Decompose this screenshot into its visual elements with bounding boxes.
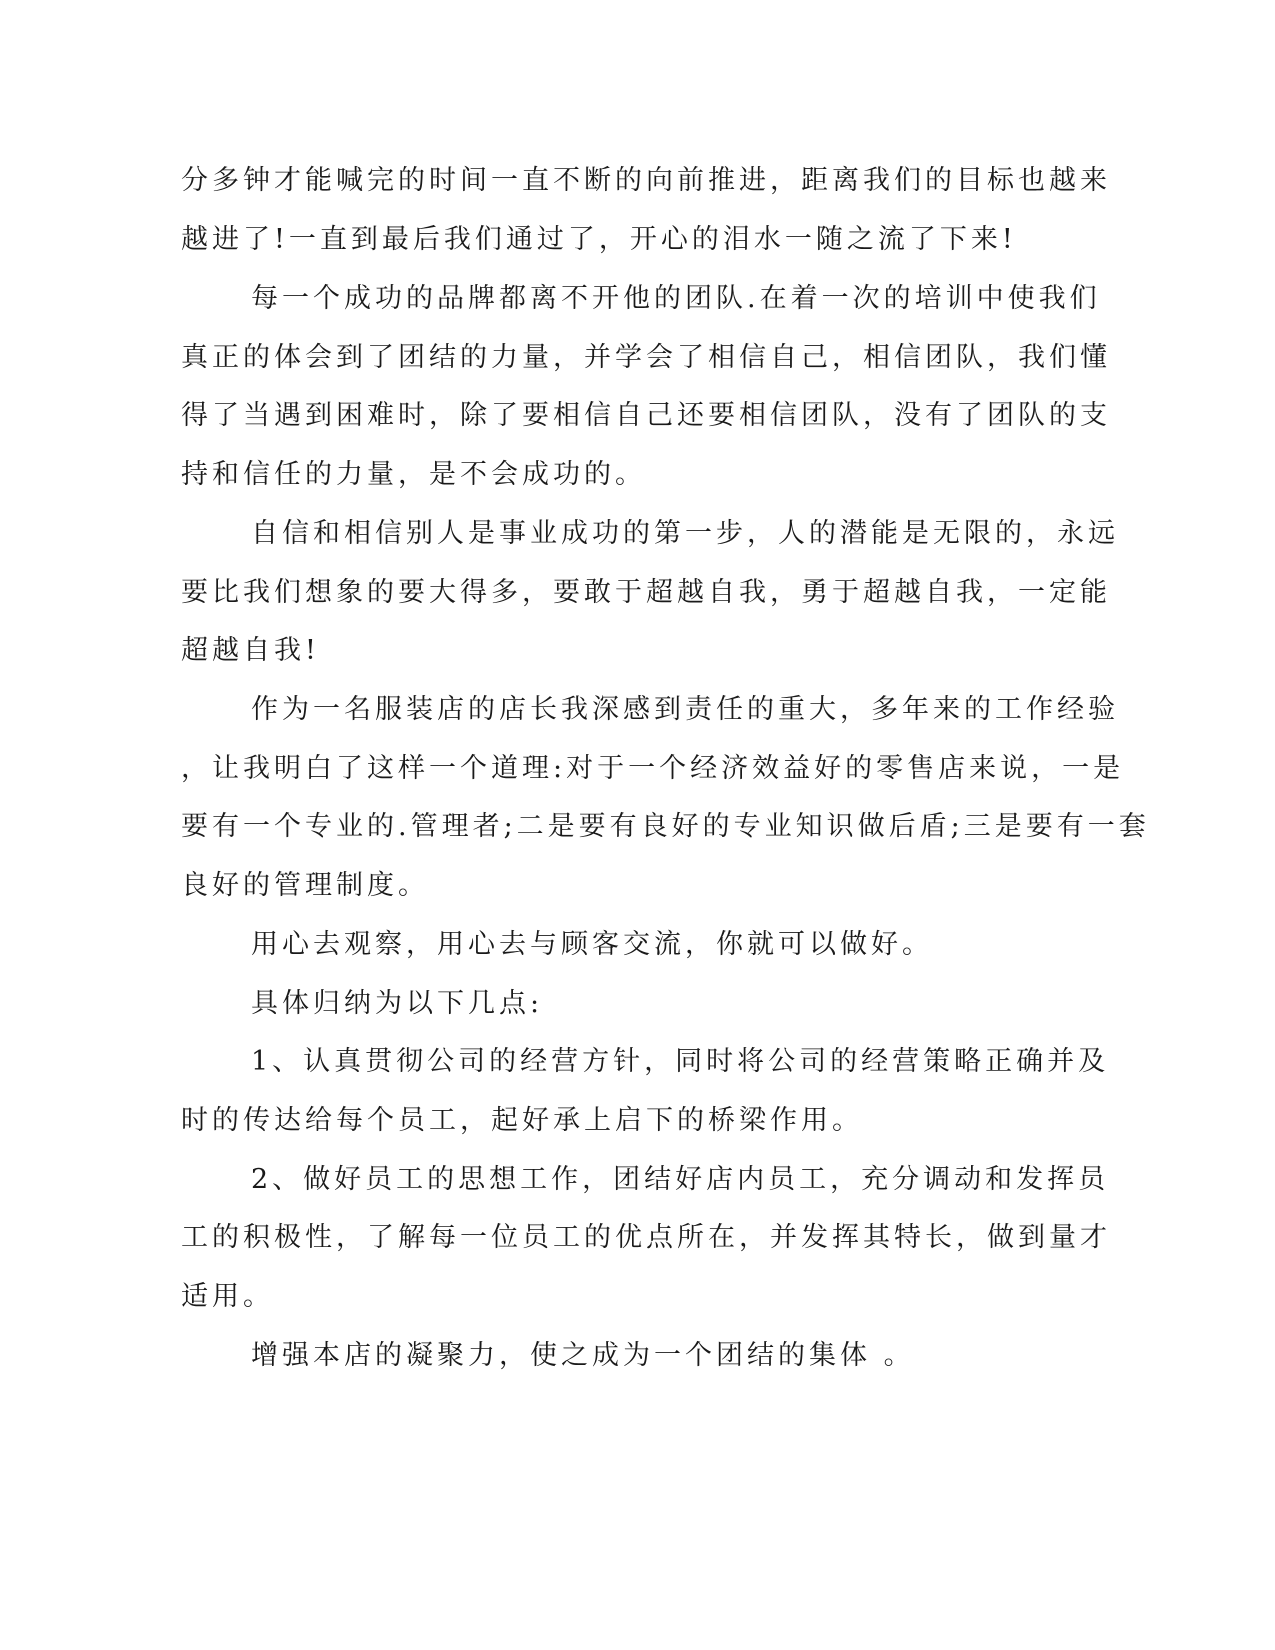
paragraph-first-line: 具体归纳为以下几点: (251, 988, 544, 1019)
text-line: 超越自我! (181, 635, 320, 666)
text-line: 良好的管理制度。 (181, 870, 429, 901)
text-line: 持和信任的力量，是不会成功的。 (181, 459, 646, 490)
paragraph-first-line: 用心去观察，用心去与顾客交流，你就可以做好。 (251, 929, 933, 960)
list-item-first-line: 2、做好员工的思想工作，团结好店内员工，充分调动和发挥员 (251, 1164, 1110, 1195)
text-line: 工的积极性，了解每一位员工的优点所在，并发挥其特长，做到量才 (181, 1222, 1111, 1253)
text-line: 越进了!一直到最后我们通过了，开心的泪水一随之流了下来! (181, 224, 1017, 255)
list-item-first-line: 1、认真贯彻公司的经营方针，同时将公司的经营策略正确并及 (251, 1046, 1110, 1077)
paragraph-first-line: 每一个成功的品牌都离不开他的团队.在着一次的培训中使我们 (251, 283, 1101, 314)
paragraph-first-line: 自信和相信别人是事业成功的第一步，人的潜能是无限的，永远 (251, 518, 1119, 549)
text-line: 得了当遇到困难时，除了要相信自己还要相信团队，没有了团队的支 (181, 400, 1111, 431)
text-line: 时的传达给每个员工，起好承上启下的桥梁作用。 (181, 1105, 863, 1136)
text-line: ，让我明白了这样一个道理:对于一个经济效益好的零售店来说，一是 (181, 753, 1125, 784)
text-line: 要比我们想象的要大得多，要敢于超越自我，勇于超越自我，一定能 (181, 577, 1111, 608)
paragraph-first-line: 作为一名服装店的店长我深感到责任的重大，多年来的工作经验 (251, 694, 1119, 725)
text-line: 要有一个专业的.管理者;二是要有良好的专业知识做后盾;三是要有一套 (181, 811, 1150, 842)
text-line: 分多钟才能喊完的时间一直不断的向前推进，距离我们的目标也越来 (181, 165, 1111, 196)
text-line: 适用。 (181, 1281, 274, 1312)
paragraph-first-line: 增强本店的凝聚力，使之成为一个团结的集体 。 (251, 1340, 915, 1371)
text-line: 真正的体会到了团结的力量，并学会了相信自己，相信团队，我们懂 (181, 342, 1111, 373)
